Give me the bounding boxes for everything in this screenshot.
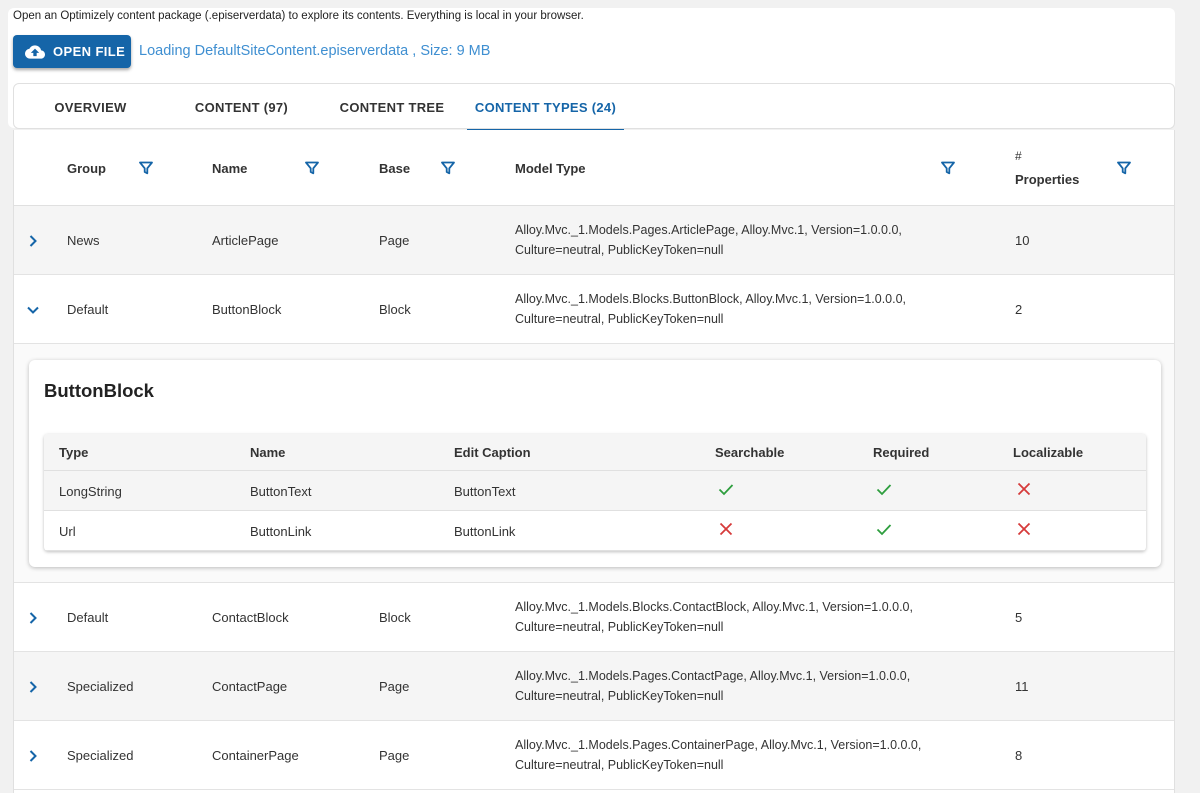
column-header-name: Name xyxy=(250,445,286,460)
open-file-label: OPEN FILE xyxy=(53,44,126,59)
cell-properties: 5 xyxy=(1015,610,1023,625)
chevron-down-icon[interactable] xyxy=(26,303,40,317)
cell-group: Specialized xyxy=(67,679,134,694)
cell-model-type-line1: Alloy.Mvc._1.Models.Pages.ContactPage, Alloy.Mvc.1, Version=1.0.0.0, xyxy=(515,669,911,683)
chevron-right-icon[interactable] xyxy=(26,680,40,694)
cell-type: Url xyxy=(59,524,76,539)
table-row[interactable] xyxy=(14,652,1174,721)
cell-name: ContactPage xyxy=(212,679,288,694)
tab-bar xyxy=(13,83,1175,129)
filter-base-icon[interactable] xyxy=(441,161,455,175)
chevron-right-icon[interactable] xyxy=(26,234,40,248)
cell-name: ButtonText xyxy=(250,484,312,499)
cell-properties: 10 xyxy=(1015,233,1030,248)
cell-base: Page xyxy=(379,748,410,763)
detail-title: ButtonBlock xyxy=(44,380,154,401)
column-header-props-hash: # xyxy=(1015,149,1022,163)
cell-type: LongString xyxy=(59,484,122,499)
properties-table-header xyxy=(44,434,1146,471)
column-header-type: Type xyxy=(59,445,89,460)
tab-content[interactable]: CONTENT (97) xyxy=(194,99,289,115)
content-types-table xyxy=(13,130,1175,793)
cloud-upload-icon xyxy=(25,42,45,62)
cell-group: News xyxy=(67,233,100,248)
properties-table xyxy=(44,434,1146,551)
open-file-button[interactable] xyxy=(13,35,131,68)
column-header-required: Required xyxy=(873,445,930,460)
column-header-searchable: Searchable xyxy=(715,445,785,460)
cell-base: Page xyxy=(379,679,410,694)
cell-base: Block xyxy=(379,302,411,317)
cell-name: ContainerPage xyxy=(212,748,299,763)
cell-group: Default xyxy=(67,610,109,625)
cell-model-type-line2: Culture=neutral, PublicKeyToken=null xyxy=(515,689,724,703)
cross-icon xyxy=(718,521,734,537)
tab-overview[interactable]: OVERVIEW xyxy=(54,99,127,115)
cross-icon xyxy=(1016,521,1032,537)
property-row xyxy=(44,511,1146,551)
column-header-group: Group xyxy=(67,161,106,176)
cell-base: Page xyxy=(379,233,410,248)
cell-properties: 2 xyxy=(1015,302,1023,317)
cell-model-type-line2: Culture=neutral, PublicKeyToken=null xyxy=(515,243,724,257)
cell-name: ContactBlock xyxy=(212,610,289,625)
cell-group: Specialized xyxy=(67,748,134,763)
table-row[interactable] xyxy=(14,583,1174,652)
column-header-localizable: Localizable xyxy=(1013,445,1084,460)
column-header-properties: Properties xyxy=(1015,172,1080,187)
cell-edit-caption: ButtonText xyxy=(454,484,516,499)
tab-content-tree[interactable]: CONTENT TREE xyxy=(339,99,445,115)
chevron-right-icon[interactable] xyxy=(26,749,40,763)
property-row xyxy=(44,471,1146,511)
cell-base: Block xyxy=(379,610,411,625)
column-header-base: Base xyxy=(379,161,411,176)
cell-properties: 11 xyxy=(1015,679,1029,694)
cell-model-type-line2: Culture=neutral, PublicKeyToken=null xyxy=(515,312,724,326)
cross-icon xyxy=(1016,481,1032,497)
tab-content-types[interactable]: CONTENT TYPES (24) xyxy=(467,84,624,130)
intro-text: Open an Optimizely content package (.episerverdata) to explore its contents. Everything is local in your browser. xyxy=(13,10,584,22)
table-row[interactable] xyxy=(14,275,1174,344)
cell-model-type-line2: Culture=neutral, PublicKeyToken=null xyxy=(515,758,724,772)
cell-edit-caption: ButtonLink xyxy=(454,524,516,539)
cell-name: ButtonBlock xyxy=(212,302,282,317)
check-icon xyxy=(718,481,734,497)
cell-model-type-line1: Alloy.Mvc._1.Models.Blocks.ContactBlock, Alloy.Mvc.1, Version=1.0.0.0, xyxy=(515,600,913,614)
cell-name: ArticlePage xyxy=(212,233,279,248)
column-header-edit-caption: Edit Caption xyxy=(454,445,531,460)
table-row[interactable] xyxy=(14,721,1174,790)
filter-group-icon[interactable] xyxy=(139,161,153,175)
filter-model-type-icon[interactable] xyxy=(941,161,955,175)
cell-group: Default xyxy=(67,302,109,317)
column-header-model-type: Model Type xyxy=(515,161,586,176)
check-icon xyxy=(876,481,892,497)
cell-model-type-line2: Culture=neutral, PublicKeyToken=null xyxy=(515,620,724,634)
column-header-name: Name xyxy=(212,161,248,176)
chevron-right-icon[interactable] xyxy=(26,611,40,625)
cell-model-type-line1: Alloy.Mvc._1.Models.Blocks.ButtonBlock, Alloy.Mvc.1, Version=1.0.0.0, xyxy=(515,292,907,306)
cell-model-type-line1: Alloy.Mvc._1.Models.Pages.ContainerPage, Alloy.Mvc.1, Version=1.0.0.0, xyxy=(515,738,922,752)
cell-name: ButtonLink xyxy=(250,524,312,539)
filter-properties-icon[interactable] xyxy=(1117,161,1131,175)
table-row[interactable] xyxy=(14,206,1174,275)
detail-panel xyxy=(29,360,1161,567)
cell-model-type-line1: Alloy.Mvc._1.Models.Pages.ArticlePage, Alloy.Mvc.1, Version=1.0.0.0, xyxy=(515,223,902,237)
cell-properties: 8 xyxy=(1015,748,1023,763)
check-icon xyxy=(876,521,892,537)
filter-name-icon[interactable] xyxy=(305,161,319,175)
loading-status: Loading DefaultSiteContent.episerverdata , Size: 9 MB xyxy=(139,43,491,59)
